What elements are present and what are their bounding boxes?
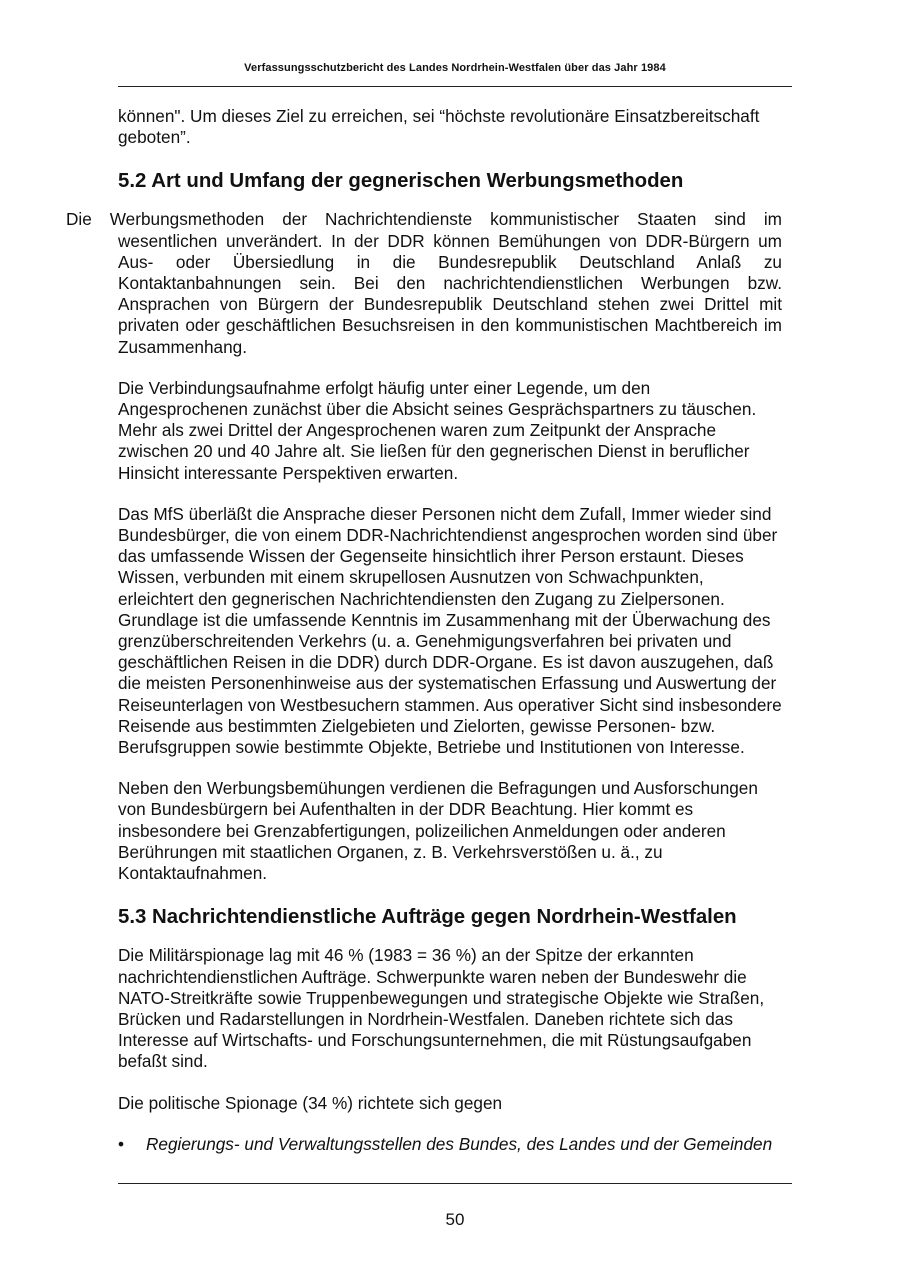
page-number: 50 [445,1210,465,1229]
intro-paragraph: können". Um dieses Ziel zu erreichen, sei “höchste revolutionäre Einsatzbereitschaft geboten”. [118,106,760,148]
list-item [118,1134,782,1155]
paragraph: Die Verbindungsaufnahme erfolgt häufig unter einer Legende, um den Angesprochenen zunächst über die Absicht seines Gesprächspartners zu täuschen. Mehr als zwei Drittel der Angesprochenen waren zum Zeitpunkt der Ansprache zwischen 20 und 40 Jahre alt. Sie ließen für den gegnerischen Dienst in beruflicher Hinsicht interessante Perspektiven erwarten. [118,377,757,483]
paragraph: Die politische Spionage (34 %) richtete sich gegen [118,1092,503,1113]
page-body [66,106,782,1155]
paragraph: Neben den Werbungsbemühungen verdienen die Befragungen und Ausforschungen von Bundesbürgern bei Aufenthalten in der DDR Beachtung. Hier kommt es insbesondere bei Grenzabfertigungen, polizeilichen Anmeldungen oder anderen Berührungen mit staatlichen Organen, z. B. Verkehrsverstößen u. ä., zu Kontaktaufnahmen. [118,778,758,884]
paragraph: Die Werbungsmethoden der Nachrichtendienste kommunistischer Staaten sind im wesentlichen unverändert. In der DDR können Bemühungen von DDR-Bürgern um Aus- oder Übersiedlung in die Bundesrepublik Deutschland Anlaß zu Kontaktanbahnungen sein. Bei den nachrichtendienstlichen Werbungen bzw. Ansprachen von Bürgern der Bundesrepublik Deutschland stehen zwei Drittel mit privaten oder geschäftlichen Besuchsreisen in den kommunistischen Machtbereich im Zusammenhang. [66,209,782,357]
footer-rule [118,1183,792,1184]
bullet-icon: • [118,1133,125,1154]
section-heading-5-3: 5.3 Nachrichtendienstliche Aufträge gegen Nordrhein-Westfalen [118,906,737,929]
bullet-list [118,1134,782,1155]
paragraph: Das MfS überläßt die Ansprache dieser Personen nicht dem Zufall, Immer wieder sind Bundesbürger, die von einem DDR-Nachrichtendienst angesprochen worden sind über das umfassende Wissen der Gegenseite hinsichtlich ihrer Person erstaunt. Dieses Wissen, verbunden mit einem skrupellosen Ausnutzen von Schwachpunkten, erleichtert den gegnerischen Nachrichtendiensten den Zugang zu Zielpersonen. Grundlage ist die umfassende Kenntnis im Zusammenhang mit der Überwachung des grenzüberschreitenden Verkehrs (u. a. Genehmigungsverfahren bei privaten und geschäftlichen Reisen in die DDR) durch DDR-Organe. Es ist davon auszugehen, daß die meisten Personenhinweise aus der systematischen Erfassung und Auswertung der Reiseunterlagen von Westbesuchern stammen. Aus operativer Sicht sind insbesondere Reisende aus bestimmten Zielgebieten und Zielorten, gewisse Personen- bzw. Berufsgruppen sowie bestimmte Objekte, Betriebe und Institutionen von Interesse. [118,503,782,758]
header-rule [118,86,792,87]
section-heading-5-2: 5.2 Art und Umfang der gegnerischen Werbungsmethoden [118,170,684,193]
paragraph: Die Militärspionage lag mit 46 % (1983 = 36 %) an der Spitze der erkannten nachrichtendienstlichen Aufträge. Schwerpunkte waren neben der Bundeswehr die NATO-Streitkräfte sowie Truppenbewegungen und strategische Objekte wie Straßen, Brücken und Radarstellungen in Nordrhein-Westfalen. Daneben richtete sich das Interesse auf Wirtschafts- und Forschungsunternehmen, die mit Rüstungsaufgaben befaßt sind. [118,945,765,1072]
list-item-text: Regierungs- und Verwaltungsstellen des Bundes, des Landes und der Gemeinden [146,1133,773,1154]
running-header: Verfassungsschutzbericht des Landes Nordrhein-Westfalen über das Jahr 1984 [244,62,666,74]
